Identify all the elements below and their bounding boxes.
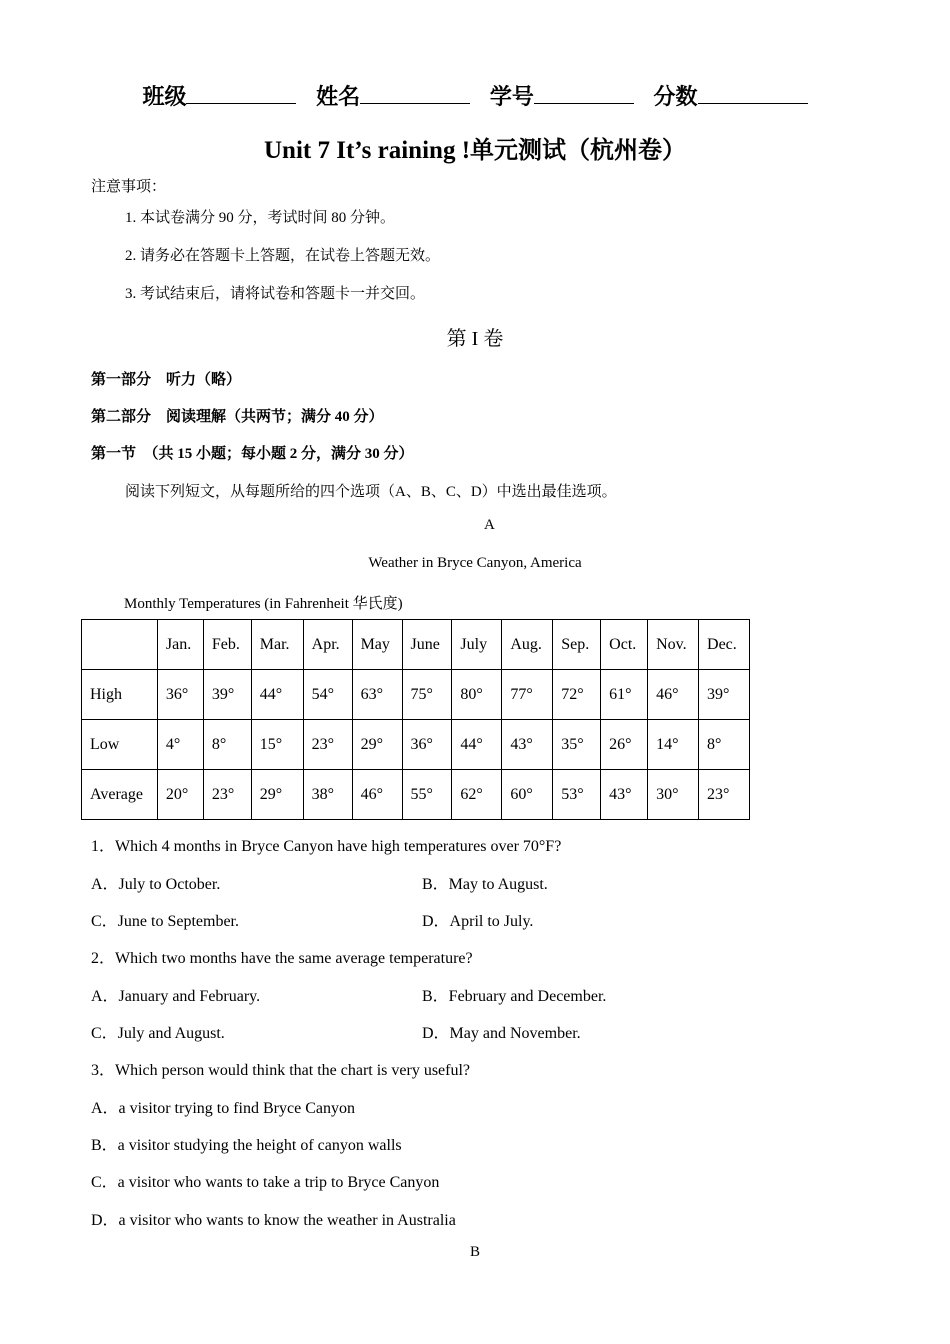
score-label: 分数 [653, 85, 698, 110]
question-stem: 2．Which two months have the same average temperature? [91, 950, 473, 967]
instruction-text: 阅读下列短文，从每题所给的四个选项（A、B、C、D）中选出最佳选项。 [125, 484, 617, 500]
table-cell: 29° [352, 720, 402, 770]
table-cell: 23° [303, 720, 352, 770]
table-cell: 63° [352, 670, 402, 720]
student-id-label: 学号 [489, 85, 534, 110]
table-cell: 43° [502, 720, 553, 770]
month-header: Oct. [601, 620, 648, 670]
question-stem: 3．Which person would think that the chart is very useful? [91, 1062, 471, 1079]
month-header: Nov. [648, 620, 699, 670]
page-title [0, 130, 950, 165]
table-row-average [82, 770, 750, 820]
question-option: D．a visitor who wants to know the weather in Australia [91, 1212, 456, 1229]
month-header: July [452, 620, 502, 670]
student-id-blank [534, 83, 634, 104]
volume-title: 第 I 卷 [446, 328, 504, 350]
question-option: B．May to August. [422, 876, 548, 893]
score-blank [698, 83, 808, 104]
table-row-high [82, 670, 750, 720]
table-cell: 46° [648, 670, 699, 720]
month-header: Apr. [303, 620, 352, 670]
table-cell: 62° [452, 770, 502, 820]
table-cell: 36° [402, 720, 452, 770]
question-option: D．April to July. [422, 913, 534, 930]
month-header: Jan. [157, 620, 203, 670]
question-option: C．a visitor who wants to take a trip to Bryce Canyon [91, 1174, 440, 1191]
question-stem: 1．Which 4 months in Bryce Canyon have high temperatures over 70°F? [91, 838, 562, 855]
table-cell: 72° [553, 670, 601, 720]
section1-heading: 第一节 （共 15 小题；每小题 2 分，满分 30 分） [91, 446, 414, 462]
month-header: May [352, 620, 402, 670]
note-item: 1. 本试卷满分 90 分，考试时间 80 分钟。 [125, 210, 396, 226]
table-cell: 46° [352, 770, 402, 820]
class-label: 班级 [142, 85, 187, 110]
table-cell: 43° [601, 770, 648, 820]
part2-heading: 第二部分 阅读理解（共两节；满分 40 分） [91, 409, 384, 425]
table-cell: 26° [601, 720, 648, 770]
row-label: High [82, 670, 158, 720]
table-cell: 44° [452, 720, 502, 770]
note-item: 2. 请务必在答题卡上答题，在试卷上答题无效。 [125, 248, 441, 264]
question-option: D．May and November. [422, 1025, 581, 1042]
table-cell: 77° [502, 670, 553, 720]
student-info-line [0, 80, 950, 111]
question-option: C．June to September. [91, 913, 239, 930]
month-header: June [402, 620, 452, 670]
part1-heading: 第一部分 听力（略） [91, 372, 242, 388]
table-header-row [82, 620, 750, 670]
table-cell: 14° [648, 720, 699, 770]
name-label: 姓名 [316, 85, 361, 110]
table-cell: 15° [251, 720, 303, 770]
question-option: A．January and February. [91, 988, 261, 1005]
table-cell: 55° [402, 770, 452, 820]
table-cell: 38° [303, 770, 352, 820]
note-item: 3. 考试结束后，请将试卷和答题卡一并交回。 [125, 286, 426, 302]
next-passage-letter: B [469, 1244, 480, 1260]
table-cell: 54° [303, 670, 352, 720]
question-option: A．July to October. [91, 876, 221, 893]
table-cell: 61° [601, 670, 648, 720]
question-option: C．July and August. [91, 1025, 225, 1042]
question-option: B．a visitor studying the height of canyon walls [91, 1137, 402, 1154]
table-cell: 23° [203, 770, 251, 820]
table-cell: 4° [157, 720, 203, 770]
passage-title: Weather in Bryce Canyon, America [368, 555, 582, 571]
table-cell: 8° [203, 720, 251, 770]
notes-heading: 注意事项： [91, 179, 167, 195]
table-cell: 39° [203, 670, 251, 720]
table-cell: 60° [502, 770, 553, 820]
month-header: Dec. [699, 620, 750, 670]
table-cell: 29° [251, 770, 303, 820]
class-blank [186, 83, 296, 104]
table-cell: 39° [699, 670, 750, 720]
month-header: Mar. [251, 620, 303, 670]
title-chinese: 单元测试（杭州卷） [470, 136, 687, 164]
table-cell: 75° [402, 670, 452, 720]
title-english: Unit 7 It’s raining ! [263, 137, 471, 164]
month-header: Sep. [553, 620, 601, 670]
passage-letter: A [484, 517, 495, 533]
table-cell: 44° [251, 670, 303, 720]
table-cell: 8° [699, 720, 750, 770]
table-caption: Monthly Temperatures (in Fahrenheit 华氏度) [124, 596, 403, 612]
temperature-table [81, 619, 750, 820]
question-option: B．February and December. [422, 988, 607, 1005]
month-header: Aug. [502, 620, 553, 670]
month-header: Feb. [203, 620, 251, 670]
row-label: Average [82, 770, 158, 820]
table-cell: 35° [553, 720, 601, 770]
table-row-low [82, 720, 750, 770]
table-cell: 30° [648, 770, 699, 820]
table-cell: 53° [553, 770, 601, 820]
table-cell: 36° [157, 670, 203, 720]
table-cell: 20° [157, 770, 203, 820]
table-cell: 23° [699, 770, 750, 820]
question-option: A．a visitor trying to find Bryce Canyon [91, 1100, 355, 1117]
table-cell: 80° [452, 670, 502, 720]
corner-cell [82, 620, 158, 670]
row-label: Low [82, 720, 158, 770]
name-blank [360, 83, 470, 104]
